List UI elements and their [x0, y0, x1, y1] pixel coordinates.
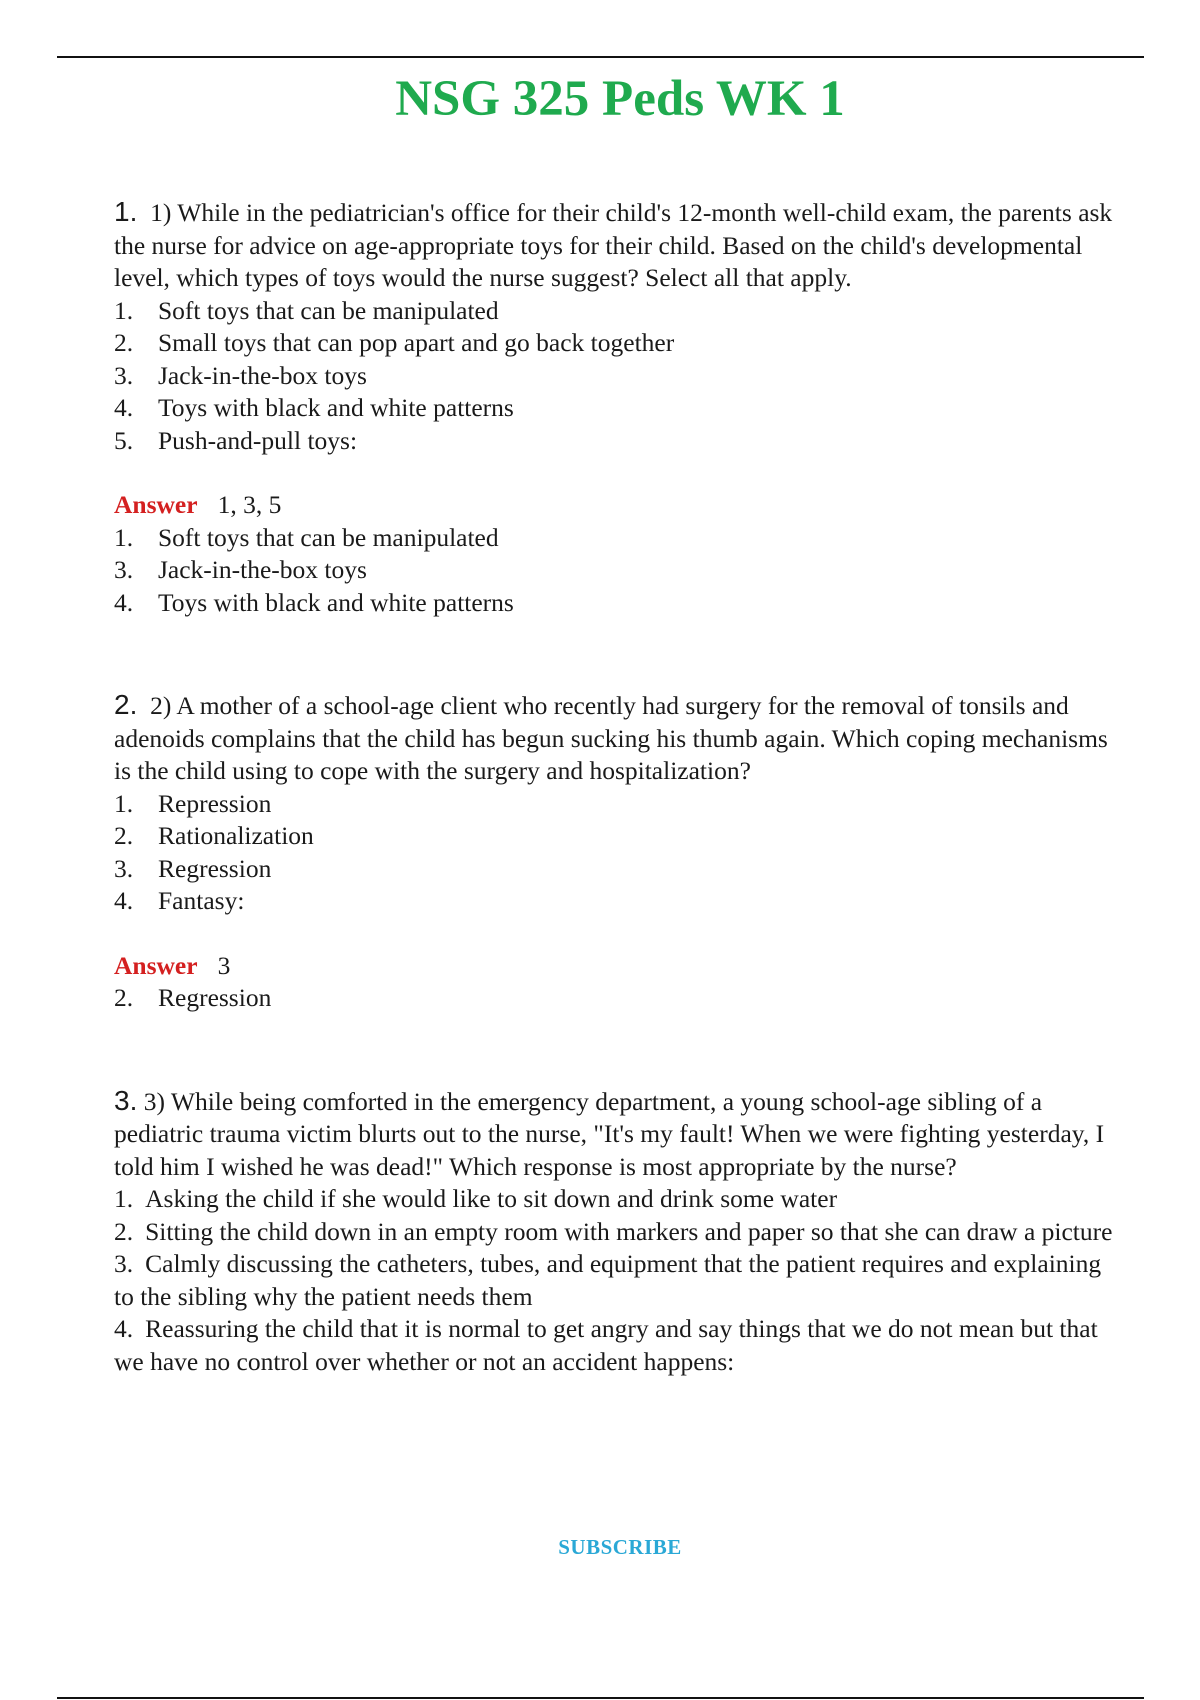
option-item: 3. Jack-in-the-box toys [114, 360, 367, 390]
subscribe-link[interactable]: SUBSCRIBE [558, 1535, 682, 1559]
option-item: 4. Toys with black and white patterns [114, 393, 514, 422]
question-number: 3. [114, 1084, 138, 1116]
question-text [114, 1085, 1114, 1184]
answer-value: 1, 3, 5 [217, 490, 282, 519]
option-list [114, 788, 1114, 918]
question-stem: 3) While being comforted in the emergency department, a young school-age sibling of a pediatric trauma victim blurts out to the nurse, "It's my fault! When we were fighting yesterday, I told him I wished he was dead!" Which response is most appropriate by the nurse? [114, 1086, 1105, 1181]
option-item: 1. Asking the child if she would like to sit down and drink some water [114, 1184, 838, 1213]
option-item: 5. Push-and-pull toys: [114, 425, 358, 455]
question-stem: 1) While in the pediatrician's office for their child's 12-month well-child exam, the parents ask the nurse for advice on age-appropriate toys for their child. Based on the child's developmental level, which types of toys would the nurse suggest? Select all that apply. [114, 198, 1113, 292]
option-item: 1. Repression [114, 788, 272, 818]
option-item: 2. Small toys that can pop apart and go back together [114, 328, 675, 357]
answer-label: Answer [114, 490, 198, 519]
answer-item: 4. Toys with black and white patterns [114, 587, 514, 617]
question-text [114, 196, 1114, 295]
answer-list [114, 982, 1114, 1015]
option-item: 3. Calmly discussing the catheters, tubes, and equipment that the patient requires and explaining to the sibling why the patient needs them [114, 1249, 1102, 1311]
answer-item: 1. Soft toys that can be manipulated [114, 522, 499, 552]
option-item: 1. Soft toys that can be manipulated [114, 295, 499, 325]
answer-item: 3. Jack-in-the-box toys [114, 555, 367, 584]
option-list [114, 1183, 1114, 1378]
question-stem: 2) A mother of a school-age client who recently had surgery for the removal of tonsils and adenoids complains that the child has begun sucking his thumb again. Which coping mechanisms is the child using to cope with the surgery and hospitalization? [114, 691, 1108, 785]
question-text [114, 689, 1114, 788]
question-1 [114, 196, 1114, 619]
answer-label: Answer [114, 950, 198, 980]
answer-list [114, 522, 1114, 620]
page-title: NSG 325 Peds WK 1 [395, 71, 845, 127]
top-divider [57, 56, 1144, 58]
question-number: 2. [114, 689, 138, 720]
answer-value: 3 [217, 950, 231, 980]
question-number: 1. [114, 196, 138, 227]
option-item: 2. Rationalization [114, 821, 314, 850]
option-item: 4. Fantasy: [114, 886, 245, 915]
option-item: 3. Regression [114, 853, 272, 883]
answer-item: 2. Regression [114, 983, 272, 1012]
question-3 [114, 1085, 1114, 1379]
question-2 [114, 689, 1114, 1015]
option-item: 4. Reassuring the child that it is normal to get angry and say things that we do not mean but that we have no control over whether or not an accident happens: [114, 1314, 1098, 1376]
option-list [114, 295, 1114, 458]
option-item: 2. Sitting the child down in an empty room with markers and paper so that she can draw a picture [114, 1216, 1113, 1246]
document-body [114, 196, 1114, 1378]
answer-line [114, 489, 1114, 522]
bottom-divider [57, 1697, 1144, 1699]
answer-line [114, 950, 1114, 983]
